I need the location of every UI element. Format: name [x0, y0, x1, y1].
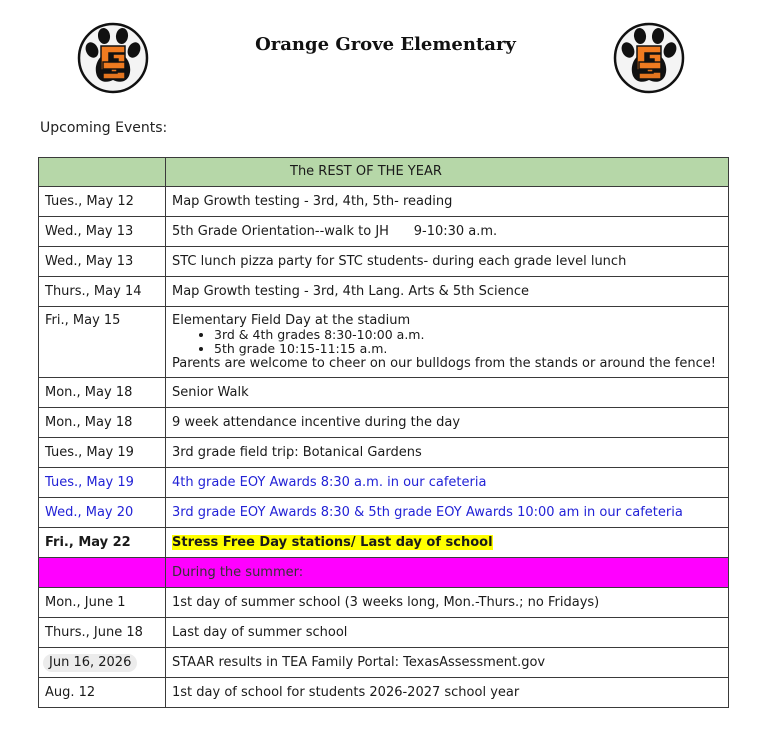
event-date: Mon., May 18: [39, 378, 166, 408]
event-date: Mon., May 18: [39, 408, 166, 438]
summer-section-label: During the summer:: [166, 558, 729, 588]
events-table: [38, 157, 729, 708]
list-item: • 3rd & 4th grades 8:30-10:00 a.m.: [214, 328, 722, 342]
event-date: Tues., May 12: [39, 187, 166, 217]
event-description: 3rd grade field trip: Botanical Gardens: [166, 438, 729, 468]
event-date: Fri., May 15: [39, 307, 166, 378]
list-item: • 5th grade 10:15-11:15 a.m.: [214, 342, 722, 356]
event-description: 3rd grade EOY Awards 8:30 & 5th grade EOY Awards 10:00 am in our cafeteria: [166, 498, 729, 528]
event-date: [39, 558, 166, 588]
summer-section-row: [39, 558, 729, 588]
field-day-schedule: [172, 328, 722, 356]
event-description: STAAR results in TEA Family Portal: TexasAssessment.gov: [166, 648, 729, 678]
event-description: Map Growth testing - 3rd, 4th Lang. Arts & 5th Science: [166, 277, 729, 307]
upcoming-events-heading: Upcoming Events:: [40, 120, 168, 136]
event-description: Map Growth testing - 3rd, 4th, 5th- reading: [166, 187, 729, 217]
event-description: Senior Walk: [166, 378, 729, 408]
table-row: [39, 648, 729, 678]
table-row: [39, 217, 729, 247]
table-row: [39, 678, 729, 708]
event-date: Wed., May 13: [39, 247, 166, 277]
header-label: The REST OF THE YEAR: [166, 158, 729, 187]
event-date: Wed., May 13: [39, 217, 166, 247]
event-description: 1st day of summer school (3 weeks long, Mon.-Thurs.; no Fridays): [166, 588, 729, 618]
event-date: Aug. 12: [39, 678, 166, 708]
school-logo-right: [613, 22, 685, 94]
date-chip[interactable]: Jun 16, 2026: [43, 654, 137, 672]
table-row: [39, 468, 729, 498]
table-row: [39, 378, 729, 408]
page-title: Orange Grove Elementary: [255, 34, 516, 55]
table-header-row: [39, 158, 729, 187]
table-row: [39, 277, 729, 307]
table-row: [39, 408, 729, 438]
table-row: [39, 588, 729, 618]
event-description: 5th Grade Orientation--walk to JH 9-10:30 a.m.: [166, 217, 729, 247]
event-date: Fri., May 22: [39, 528, 166, 558]
event-description: Last day of summer school: [166, 618, 729, 648]
event-description: 4th grade EOY Awards 8:30 a.m. in our cafeteria: [166, 468, 729, 498]
table-row: [39, 498, 729, 528]
event-date: Tues., May 19: [39, 468, 166, 498]
school-logo-left: [77, 22, 149, 94]
table-row: [39, 187, 729, 217]
event-description: [166, 528, 729, 558]
field-day-title: Elementary Field Day at the stadium: [172, 313, 411, 328]
table-row: [39, 618, 729, 648]
event-date: Wed., May 20: [39, 498, 166, 528]
table-row: [39, 307, 729, 378]
event-description: 9 week attendance incentive during the day: [166, 408, 729, 438]
event-date: Tues., May 19: [39, 438, 166, 468]
event-date-cell: [39, 648, 166, 678]
table-row: [39, 247, 729, 277]
event-description: STC lunch pizza party for STC students- during each grade level lunch: [166, 247, 729, 277]
table-row: [39, 528, 729, 558]
event-date: Mon., June 1: [39, 588, 166, 618]
header-date-cell: [39, 158, 166, 187]
event-date: Thurs., June 18: [39, 618, 166, 648]
highlighted-event: Stress Free Day stations/ Last day of school: [172, 534, 493, 550]
field-day-note: Parents are welcome to cheer on our bulldogs from the stands or around the fence!: [172, 356, 716, 371]
table-row: [39, 438, 729, 468]
event-date: Thurs., May 14: [39, 277, 166, 307]
event-description: [166, 307, 729, 378]
event-description: 1st day of school for students 2026-2027 school year: [166, 678, 729, 708]
